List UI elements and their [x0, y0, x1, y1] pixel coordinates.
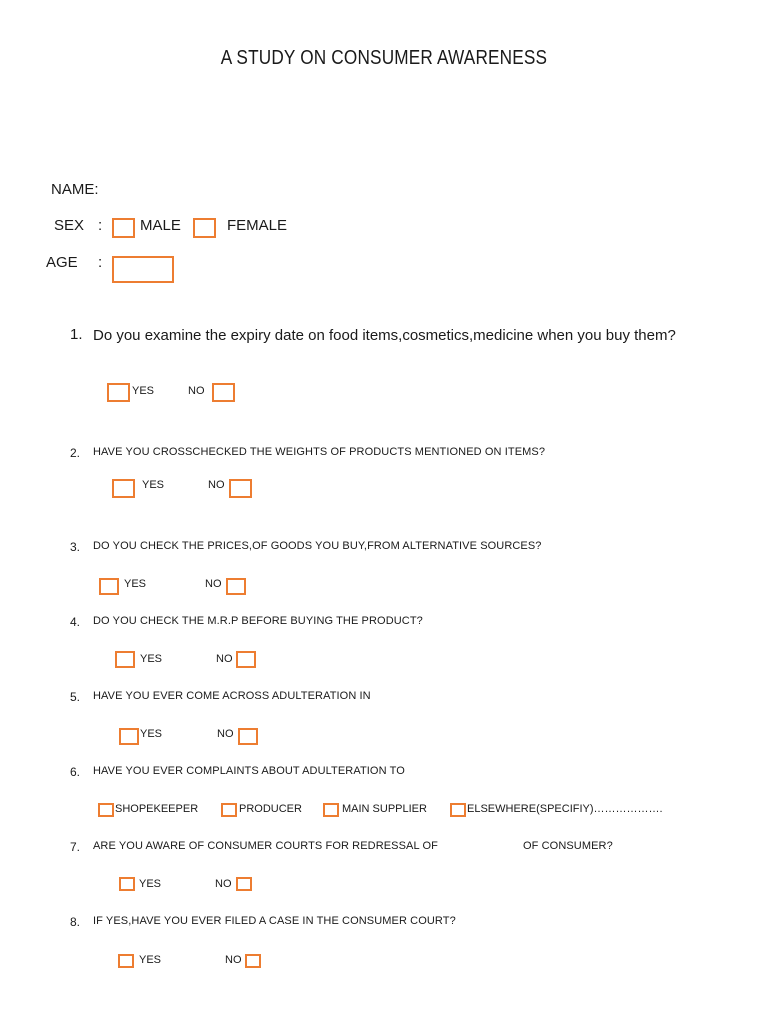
q1-yes-checkbox[interactable] — [107, 383, 130, 402]
female-label: FEMALE — [227, 217, 288, 234]
male-checkbox[interactable] — [112, 218, 135, 238]
page-title: A STUDY ON CONSUMER AWARENESS — [220, 47, 548, 69]
q5-yes-label: YES — [140, 728, 163, 740]
q1-yes-label: YES — [132, 385, 155, 397]
sex-label: SEX — [54, 217, 85, 234]
q6-producer-checkbox[interactable] — [221, 803, 237, 817]
question-4-text: DO YOU CHECK THE M.R.P BEFORE BUYING THE PRODUCT? — [93, 615, 423, 627]
q5-no-checkbox[interactable] — [238, 728, 258, 745]
q5-yes-checkbox[interactable] — [119, 728, 139, 745]
question-6-text: HAVE YOU EVER COMPLAINTS ABOUT ADULTERATION TO — [93, 765, 405, 777]
q6-shopkeeper-checkbox[interactable] — [98, 803, 114, 817]
q4-yes-label: YES — [140, 653, 163, 665]
q7-yes-checkbox[interactable] — [119, 877, 135, 891]
name-label: NAME: — [51, 181, 99, 198]
female-checkbox[interactable] — [193, 218, 216, 238]
q4-no-checkbox[interactable] — [236, 651, 256, 668]
question-5-number: 5. — [70, 690, 81, 704]
q4-yes-checkbox[interactable] — [115, 651, 135, 668]
q3-no-checkbox[interactable] — [226, 578, 246, 595]
question-1-number: 1. — [70, 326, 83, 343]
q2-no-label: NO — [208, 479, 225, 491]
q2-no-checkbox[interactable] — [229, 479, 252, 498]
q6-producer-label: PRODUCER — [239, 803, 302, 815]
age-label: AGE — [46, 254, 78, 271]
age-input[interactable] — [112, 256, 174, 283]
question-3-number: 3. — [70, 540, 81, 554]
q4-no-label: NO — [216, 653, 233, 665]
sex-colon: : — [98, 217, 103, 234]
q8-no-label: NO — [225, 954, 242, 966]
question-4-number: 4. — [70, 615, 81, 629]
question-8-text: IF YES,HAVE YOU EVER FILED A CASE IN THE CONSUMER COURT? — [93, 915, 456, 927]
question-8-number: 8. — [70, 915, 81, 929]
q6-shopkeeper-label: SHOPEKEEPER — [115, 803, 199, 815]
question-1-text: Do you examine the expiry date on food items,cosmetics,medicine when you buy them? — [93, 327, 676, 344]
q2-yes-label: YES — [142, 479, 165, 491]
q7-no-label: NO — [215, 878, 232, 890]
q3-yes-checkbox[interactable] — [99, 578, 119, 595]
question-3-text: DO YOU CHECK THE PRICES,OF GOODS YOU BUY,FROM ALTERNATIVE SOURCES? — [93, 540, 542, 552]
q6-main-supplier-checkbox[interactable] — [323, 803, 339, 817]
q8-yes-checkbox[interactable] — [118, 954, 134, 968]
question-2-text: HAVE YOU CROSSCHECKED THE WEIGHTS OF PRODUCTS MENTIONED ON ITEMS? — [93, 446, 546, 458]
q8-no-checkbox[interactable] — [245, 954, 261, 968]
q3-no-label: NO — [205, 578, 222, 590]
question-7-text: ARE YOU AWARE OF CONSUMER COURTS FOR REDRESSAL OF — [93, 840, 438, 852]
question-7-text-tail: OF CONSUMER? — [523, 840, 613, 852]
question-6-number: 6. — [70, 765, 81, 779]
age-colon: : — [98, 254, 103, 271]
male-label: MALE — [140, 217, 181, 234]
question-2-number: 2. — [70, 446, 81, 460]
q6-elsewhere-checkbox[interactable] — [450, 803, 466, 817]
q1-no-checkbox[interactable] — [212, 383, 235, 402]
q5-no-label: NO — [217, 728, 234, 740]
q6-main-supplier-label: MAIN SUPPLIER — [342, 803, 427, 815]
q2-yes-checkbox[interactable] — [112, 479, 135, 498]
q1-no-label: NO — [188, 385, 205, 397]
question-5-text: HAVE YOU EVER COME ACROSS ADULTERATION IN — [93, 690, 371, 702]
q8-yes-label: YES — [139, 954, 162, 966]
q6-elsewhere-label: ELSEWHERE(SPECIFIY)………………. — [467, 803, 663, 815]
q7-no-checkbox[interactable] — [236, 877, 252, 891]
q7-yes-label: YES — [139, 878, 162, 890]
q3-yes-label: YES — [124, 578, 147, 590]
question-7-number: 7. — [70, 840, 81, 854]
